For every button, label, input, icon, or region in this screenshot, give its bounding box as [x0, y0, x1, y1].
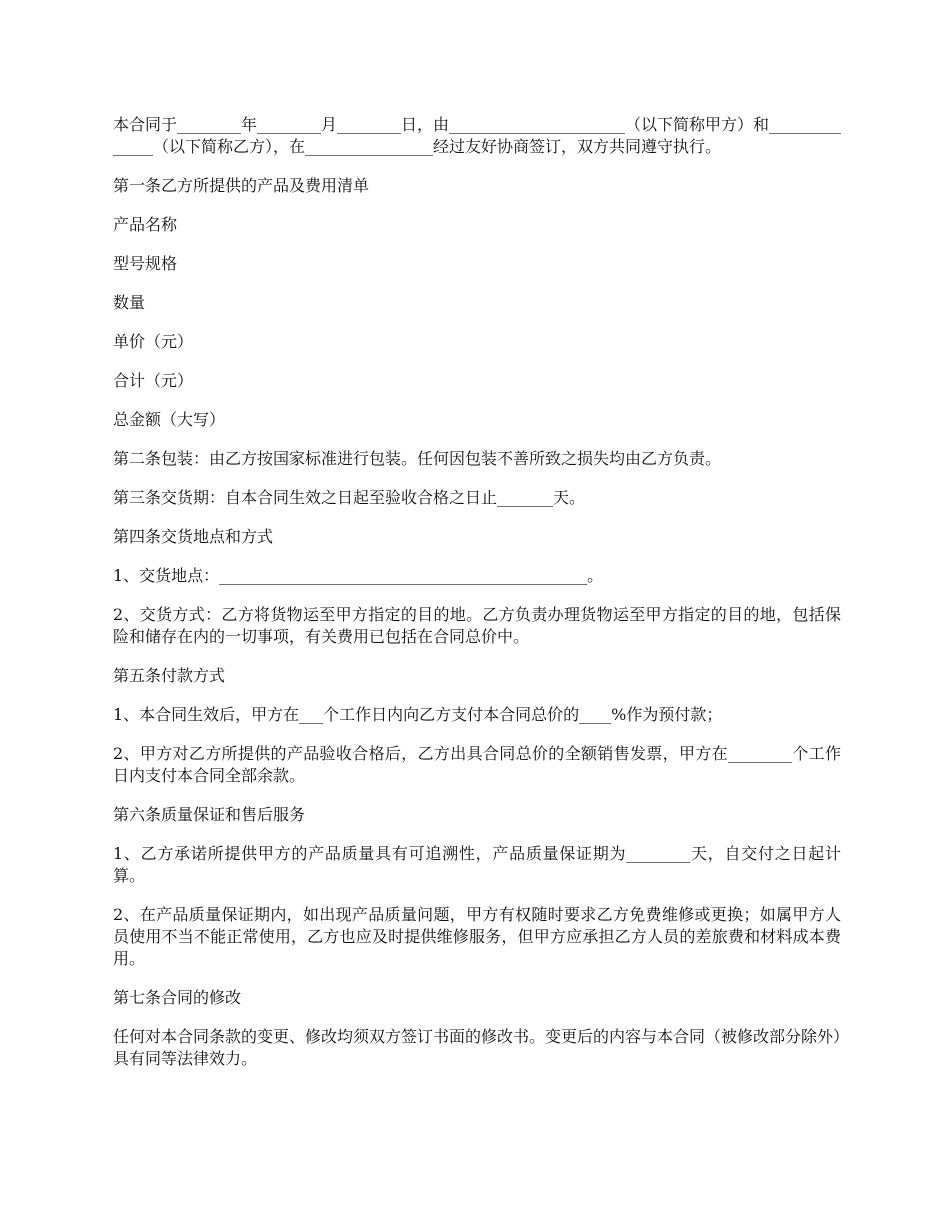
article-3-delivery-period: 第三条交货期：自本合同生效之日起至验收合格之日止_______天。 — [113, 488, 586, 507]
article-5-item-2: 2、甲方对乙方所提供的产品验收合格后，乙方出具合同总价的全额销售发票，甲方在________个工作日内支付本合同全部余款。 — [113, 744, 841, 785]
article-4-item-1: 1、交货地点：______________________________________________。 — [113, 566, 604, 585]
field-subtotal: 合计（元） — [113, 371, 194, 390]
article-7-body: 任何对本合同条款的变更、修改均须双方签订书面的修改书。变更后的内容与本合同（被修改部分除外）具有同等法律效力。 — [113, 1027, 842, 1068]
article-4-item-2: 2、交货方式：乙方将货物运至甲方指定的目的地。乙方负责办理货物运至甲方指定的目的地，包括保险和储存在内的一切事项，有关费用已包括在合同总价中。 — [113, 605, 841, 646]
field-unit-price: 单价（元） — [113, 332, 194, 351]
article-2-packaging: 第二条包装：由乙方按国家标准进行包装。任何因包装不善所致之损失均由乙方负责。 — [113, 449, 722, 468]
article-5-item-1: 1、本合同生效后，甲方在___个工作日内向乙方支付本合同总价的____%作为预付款； — [113, 705, 723, 724]
contract-preamble: 本合同于________年________月________日，由______________________（以下简称甲方）和______________（以下简称乙方），在________________经过友好协商签订，双方共同遵守执行。 — [113, 115, 842, 156]
field-model-spec: 型号规格 — [113, 254, 178, 273]
field-total-amount: 总金额（大写） — [113, 410, 226, 429]
field-quantity: 数量 — [113, 293, 146, 312]
article-1-heading: 第一条乙方所提供的产品及费用清单 — [113, 176, 370, 195]
contract-page — [113, 114, 841, 1087]
article-6-item-1: 1、乙方承诺所提供甲方的产品质量具有可追溯性，产品质量保证期为________天，自交付之日起计算。 — [113, 844, 841, 885]
field-product-name: 产品名称 — [113, 215, 178, 234]
article-4-heading: 第四条交货地点和方式 — [113, 527, 274, 546]
article-6-heading: 第六条质量保证和售后服务 — [113, 805, 306, 824]
article-6-item-2: 2、在产品质量保证期内，如出现产品质量问题，甲方有权随时要求乙方免费维修或更换；如属甲方人员使用不当不能正常使用，乙方也应及时提供维修服务，但甲方应承担乙方人员的差旅费和材料成本费用。 — [113, 905, 841, 968]
article-7-heading: 第七条合同的修改 — [113, 988, 242, 1007]
article-5-heading: 第五条付款方式 — [113, 666, 226, 685]
